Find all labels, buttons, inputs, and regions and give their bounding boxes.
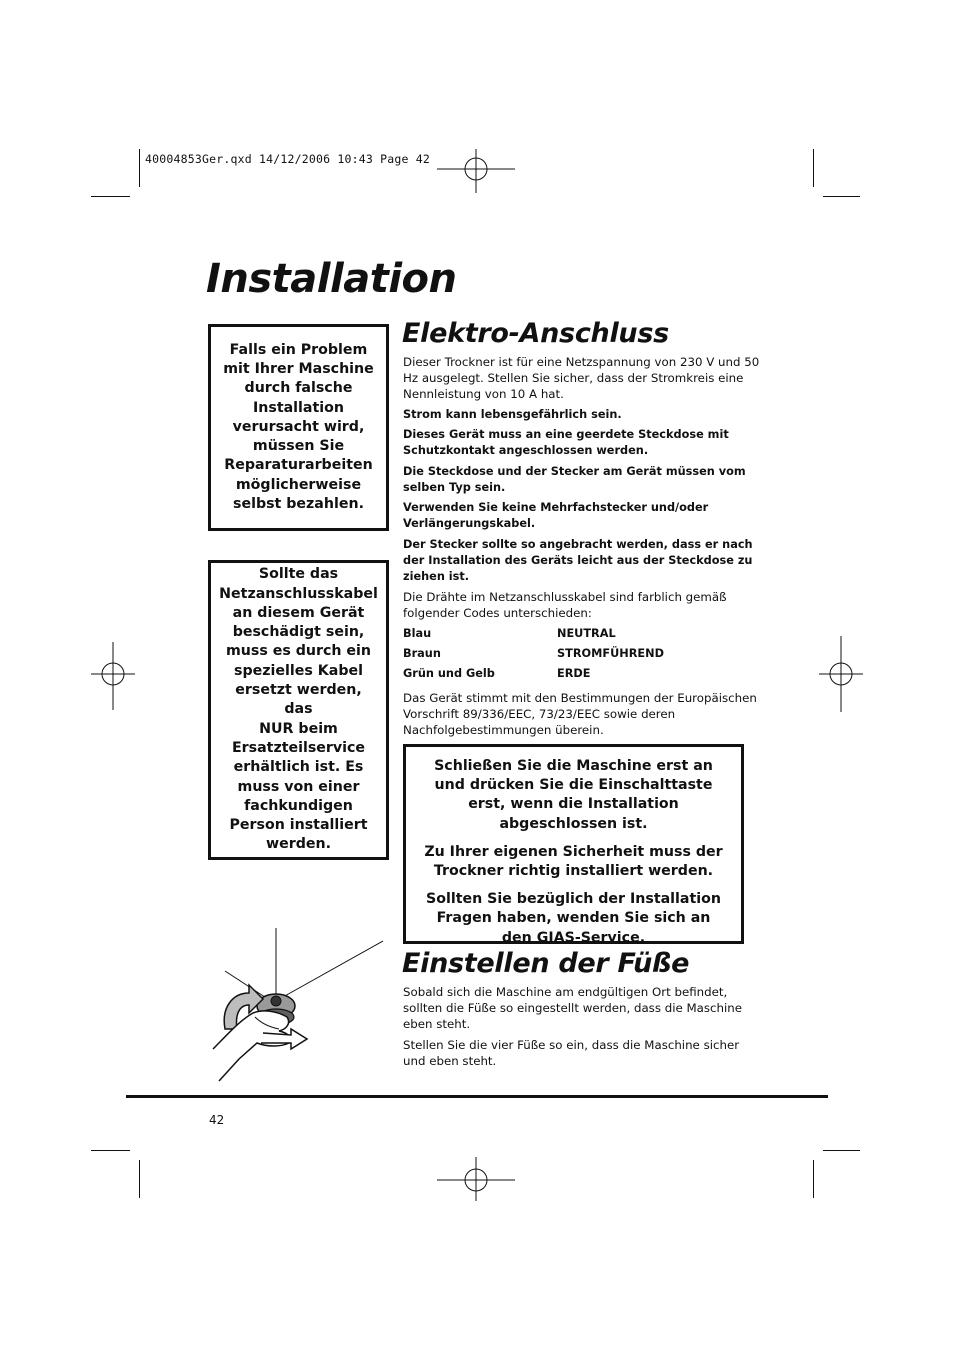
- wire-color: Braun: [403, 646, 441, 660]
- wire-meaning: NEUTRAL: [557, 626, 616, 640]
- box-line: werden.: [266, 836, 331, 853]
- crop-mark: [823, 196, 860, 197]
- adjust-foot-hand-icon: [205, 925, 387, 1085]
- box-line: ersetzt werden, das: [235, 682, 362, 718]
- crop-mark: [91, 196, 130, 197]
- box-line: Sollte das: [258, 566, 339, 583]
- crop-mark: [813, 149, 814, 187]
- safety-note: Verwenden Sie keine Mehrfachstecker und/oder Verlängerungskabel.: [403, 501, 709, 530]
- warning-paragraph: Sollten Sie bezüglich der Installation Fragen haben, wenden Sie sich an den GIAS-Service.: [426, 891, 721, 946]
- page-number: 42: [209, 1113, 225, 1127]
- compliance-text: Das Gerät stimmt mit den Bestimmungen der Europäischen Vorschrift 89/336/EEC, 73/23/EEC sowie deren Nachfolgebestimmungen überein.: [403, 691, 757, 738]
- box-line: Falls ein Problem: [229, 341, 368, 358]
- box-line: Ersatzteilservice: [231, 739, 366, 756]
- box-line: Person installiert: [229, 817, 368, 834]
- box-line: erhältlich ist. Es: [233, 759, 364, 776]
- box-line: Netzanschlusskabel: [219, 585, 378, 602]
- wire-meaning: STROMFÜHREND: [557, 646, 664, 660]
- installation-warning-box: [403, 744, 744, 944]
- crop-mark: [813, 1160, 814, 1198]
- section-heading-elektro: Elektro-Anschluss: [402, 318, 669, 349]
- wire-code-table: [403, 626, 664, 687]
- crop-mark: [139, 1160, 140, 1198]
- crop-mark: [823, 1150, 860, 1151]
- feet-body: [403, 984, 753, 1073]
- safety-note: Die Steckdose und der Stecker am Gerät müssen vom selben Typ sein.: [403, 464, 746, 494]
- feet-paragraph: Sobald sich die Maschine am endgültigen Ort befindet, sollten die Füße so eingestellt werden, dass die Maschine eben steht.: [403, 985, 743, 1031]
- registration-mark-icon: [88, 640, 138, 712]
- box-line: verursacht wird,: [232, 418, 365, 435]
- section-heading-feet: Einstellen der Füße: [402, 948, 690, 979]
- safety-note: Dieses Gerät muss an eine geerdete Steckdose mit Schutzkontakt angeschlossen werden.: [403, 428, 729, 457]
- wire-color: Blau: [403, 626, 432, 640]
- box-line: Installation: [253, 399, 344, 416]
- box-line: selbst bezahlen.: [233, 496, 364, 513]
- safety-note: Der Stecker sollte so angebracht werden, dass er nach der Installation des Geräts leicht aus der Steckdose zu ziehen ist.: [403, 537, 753, 583]
- wire-meaning: ERDE: [557, 667, 591, 681]
- power-cable-note-box: [208, 560, 389, 860]
- box-line: beschädigt sein,: [232, 624, 365, 641]
- warning-paragraph: Zu Ihrer eigenen Sicherheit muss der Trockner richtig installiert werden.: [424, 843, 723, 880]
- box-line: an diesem Gerät: [232, 604, 365, 621]
- feet-paragraph: Stellen Sie die vier Füße so ein, dass die Maschine sicher und eben steht.: [403, 1037, 740, 1068]
- box-line: möglicherweise: [235, 476, 362, 493]
- box-line: fachkundigen: [244, 797, 353, 814]
- registration-mark-icon: [437, 145, 517, 197]
- table-row: [403, 666, 664, 686]
- box-line: Reparaturarbeiten: [224, 457, 373, 474]
- print-slug: 40004853Ger.qxd 14/12/2006 10:43 Page 42: [145, 152, 430, 166]
- box-line: müssen Sie: [252, 438, 345, 455]
- safety-notes: [403, 407, 761, 585]
- crop-mark: [91, 1150, 130, 1151]
- box-line: mit Ihrer Maschine: [223, 360, 374, 377]
- wires-intro: Die Drähte im Netzanschlusskabel sind farblich gemäß folgender Codes unterschieden:: [403, 590, 727, 620]
- elektro-body: [403, 354, 761, 743]
- warning-paragraph: Schließen Sie die Maschine erst an und drücken Sie die Einschalttaste erst, wenn die Installation abgeschlossen ist.: [434, 758, 713, 832]
- box-line: muss von einer: [237, 778, 360, 795]
- warranty-note-box: [208, 324, 389, 531]
- box-line: spezielles Kabel: [234, 662, 363, 679]
- wire-color: Grün und Gelb: [403, 667, 495, 681]
- box-line: muss es durch ein: [226, 643, 372, 660]
- box-line: NUR beim: [259, 720, 338, 737]
- footer-rule: [126, 1095, 828, 1098]
- table-row: [403, 646, 664, 666]
- crop-mark: [139, 149, 140, 187]
- table-row: [403, 626, 664, 646]
- page-title: Installation: [206, 256, 457, 302]
- registration-mark-icon: [816, 634, 866, 714]
- elektro-intro: Dieser Trockner ist für eine Netzspannung von 230 V und 50 Hz ausgelegt. Stellen Sie sicher, dass der Stromkreis eine Nennleistung von 10 A hat.: [403, 355, 760, 401]
- safety-note: Strom kann lebensgefährlich sein.: [403, 407, 622, 421]
- box-line: durch falsche: [244, 380, 353, 397]
- registration-mark-icon: [437, 1155, 517, 1207]
